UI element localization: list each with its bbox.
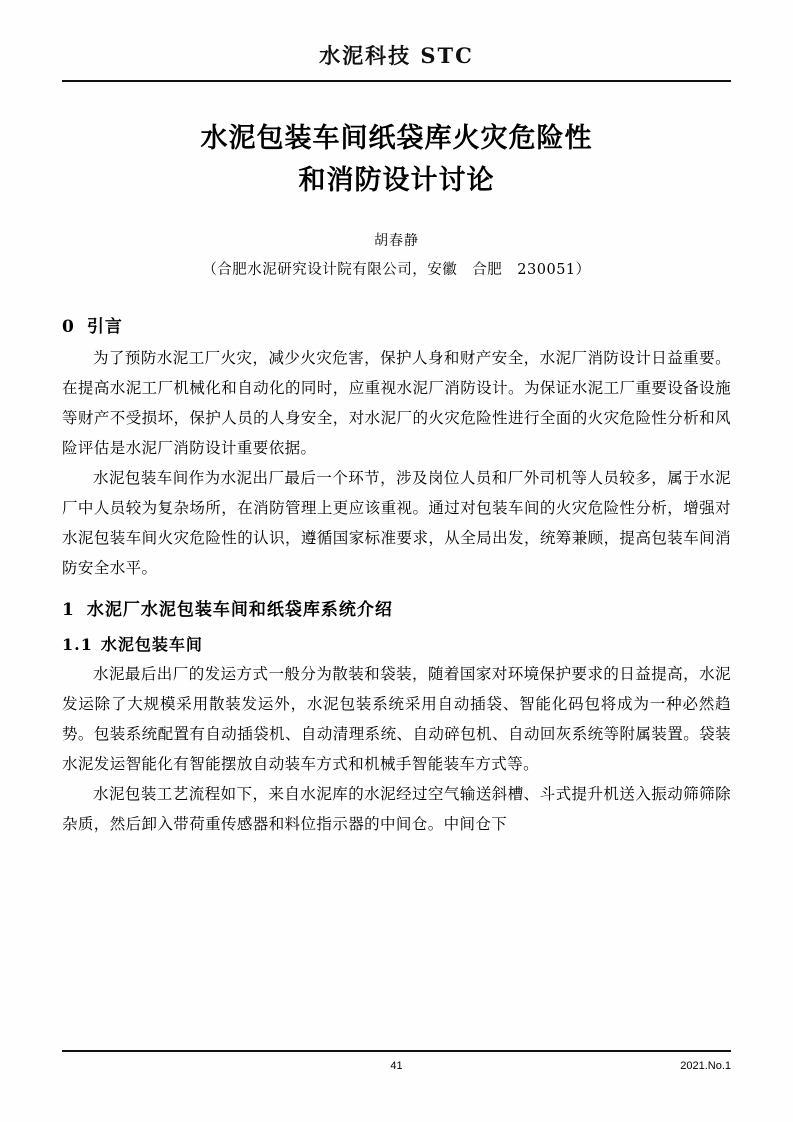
page-number: 41 [390,1060,403,1072]
title-line-1: 水泥包装车间纸袋库火灾危险性 [200,123,593,154]
paragraph: 为了预防水泥工厂火灾，减少火灾危害，保护人身和财产安全，水泥厂消防设计日益重要。在提高水泥工厂机械化和自动化的同时，应重视水泥厂消防设计。为保证水泥工厂重要设备设施等财产不受损坏，保护人员的人身安全，对水泥厂的火灾危险性进行全面的火灾危险性分析和风险评估是水泥厂消防设计重要依据。 [62,349,731,457]
section-number-1: 1 [62,600,75,620]
author-affiliation: （合肥水泥研究设计院有限公司，安徽 合肥 230051） [202,262,591,278]
subsection-heading-1-1 [62,632,731,655]
paragraph: 水泥最后出厂的发运方式一般分为散装和袋装，随着国家对环境保护要求的日益提高，水泥发运除了大规模采用散装发运外，水泥包装系统采用自动插袋、智能化码包将成为一种必然趋势。包装系统配置有自动插袋机、自动清理系统、自动碎包机、自动回灰系统等附属装置。袋装水泥发运智能化有智能摆放自动装车方式和机械手智能装车方式等。 [62,665,731,773]
page-footer [62,1060,731,1078]
article-title [62,118,731,202]
section-heading-1 [62,595,731,620]
subsection-number-1-1: 1.1 [62,635,93,654]
page-header [62,40,731,82]
title-line-2: 和消防设计讨论 [298,165,495,196]
section-number-0: 0 [62,317,75,337]
paragraph: 水泥包装车间作为水泥出厂最后一个环节，涉及岗位人员和厂外司机等人员较多，属于水泥厂中人员较为复杂场所，在消防管理上更应该重视。通过对包装车间的火灾危险性分析，增强对水泥包装车间火灾危险性的认识，遵循国家标准要求，从全局出发，统筹兼顾，提高包装车间消防安全水平。 [62,469,731,577]
footer-divider [62,1050,731,1052]
section-heading-0 [62,312,731,337]
paragraph: 水泥包装工艺流程如下，来自水泥库的水泥经过空气输送斜槽、斗式提升机送入振动筛筛除杂质，然后卸入带荷重传感器和料位指示器的中间仓。中间仓下 [62,785,731,833]
author-name: 胡春静 [374,233,419,249]
section-title-0: 引言 [86,317,123,337]
subsection-title-1-1: 水泥包装车间 [100,635,203,654]
section-title-1: 水泥厂水泥包装车间和纸袋库系统介绍 [86,600,393,620]
header-divider [62,80,731,82]
issue-label: 2021.No.1 [680,1060,731,1072]
article-body [62,300,731,839]
journal-name: 水泥科技 STC [319,43,474,68]
